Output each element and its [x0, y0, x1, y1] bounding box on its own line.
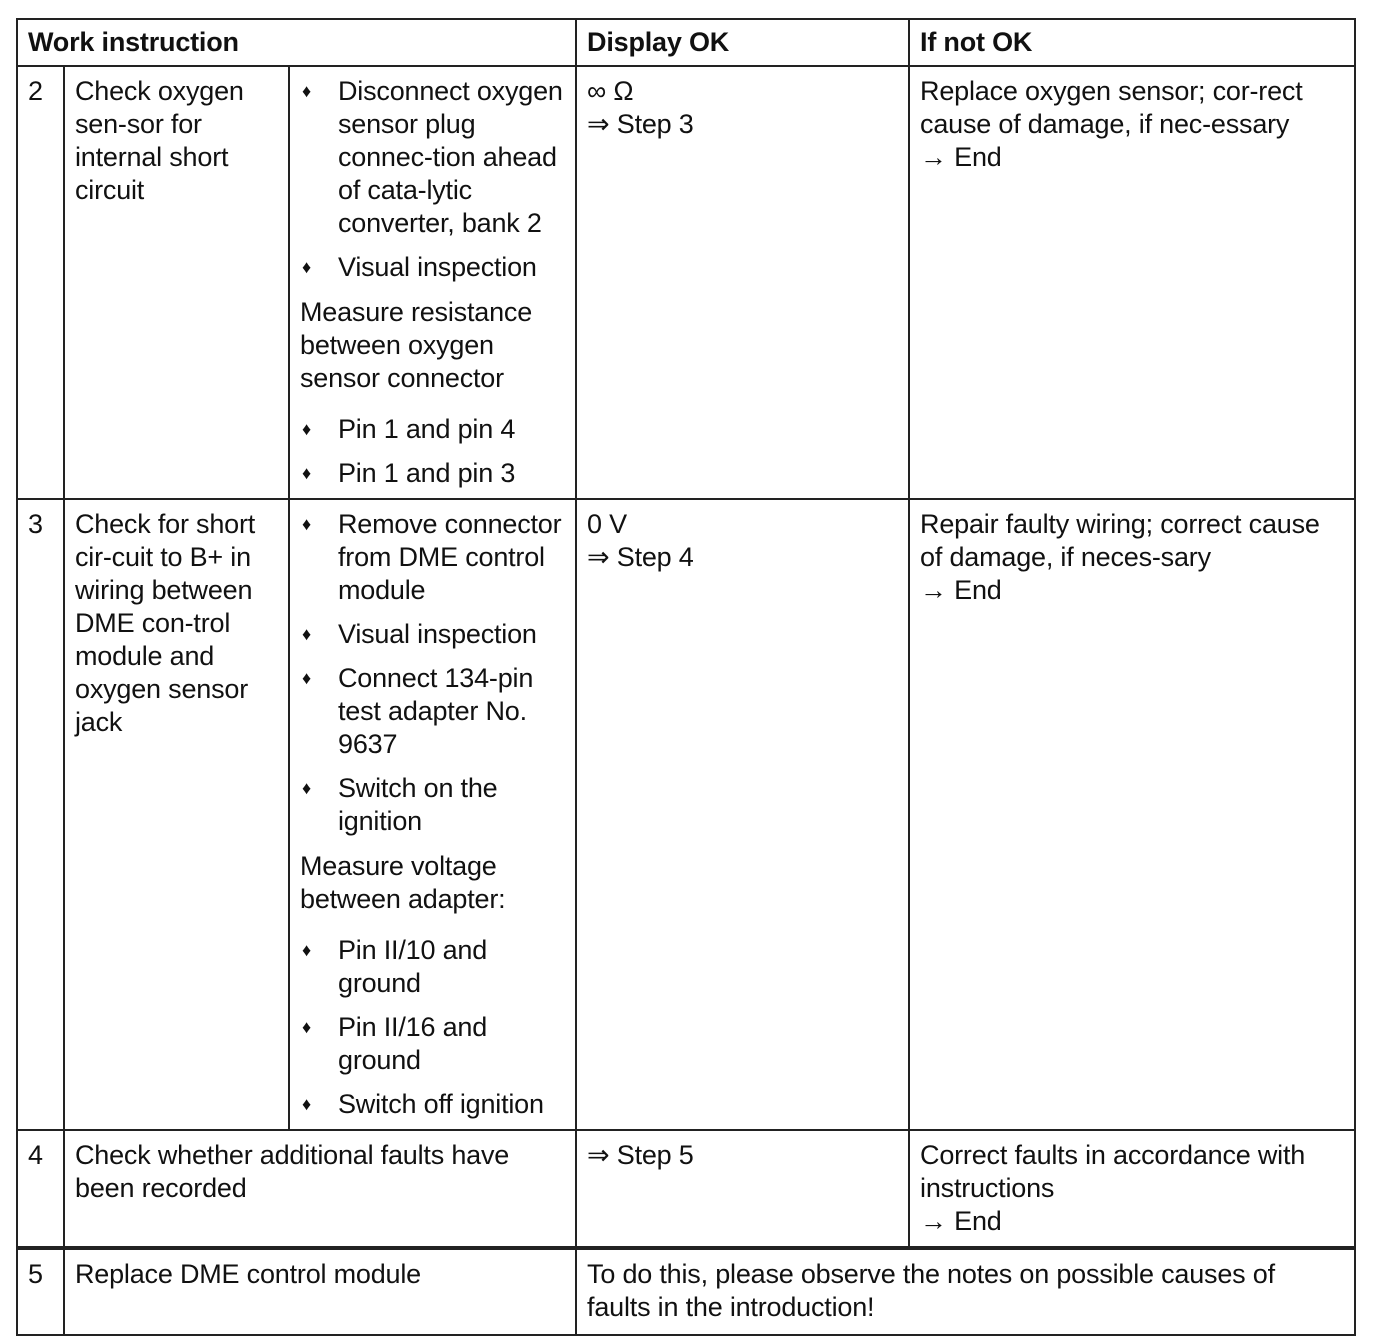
list-item: ♦ Connect 134-pin test adapter No. 9637: [302, 663, 534, 759]
list-item: ♦ Pin II/16 and ground: [302, 1012, 488, 1075]
measure-list: [300, 934, 565, 1121]
bullet-icon: ♦: [302, 419, 311, 439]
bullet-icon: ♦: [302, 778, 311, 798]
table-row: [17, 1248, 1355, 1335]
step-number: 4: [17, 1130, 64, 1248]
header-work-instruction: Work instruction: [17, 19, 576, 66]
display-ok-cell: [576, 66, 909, 499]
work-instruction-table: [16, 18, 1356, 1336]
list-item: ♦ Switch on the ignition: [302, 773, 498, 836]
display-next-step: ⇒ Step 4: [587, 542, 694, 572]
measure-list: [300, 413, 565, 490]
bullet-icon: ♦: [302, 624, 311, 644]
not-ok-next: → End: [920, 1206, 1002, 1236]
step-number: 5: [17, 1248, 64, 1335]
display-next-step: ⇒ Step 3: [587, 109, 694, 139]
not-ok-cell: [909, 499, 1355, 1130]
bullet-icon: ♦: [302, 940, 311, 960]
table-header-row: [17, 19, 1355, 66]
bullet-icon: ♦: [302, 1017, 311, 1037]
procedure-list: [300, 75, 565, 284]
display-value: 0 V: [587, 509, 627, 539]
not-ok-action: Repair faulty wiring; correct cause of damage, if neces-sary: [920, 509, 1320, 572]
note-cell: To do this, please observe the notes on possible causes of faults in the introduction!: [576, 1248, 1355, 1335]
check-description: Check for short cir-cuit to B+ in wiring between DME con-trol module and oxygen sensor jack: [64, 499, 289, 1130]
table-row: [17, 1130, 1355, 1248]
bullet-icon: ♦: [302, 514, 311, 534]
not-ok-action: Correct faults in accordance with instructions: [920, 1140, 1306, 1203]
measure-instruction: Measure resistance between oxygen sensor connector: [300, 297, 533, 393]
display-next-step: ⇒ Step 5: [587, 1140, 694, 1170]
check-description: Replace DME control module: [64, 1248, 576, 1335]
not-ok-next: → End: [920, 575, 1002, 605]
check-description: Check oxygen sen-sor for internal short circuit: [64, 66, 289, 499]
not-ok-cell: [909, 66, 1355, 499]
bullet-icon: ♦: [302, 463, 311, 483]
bullet-icon: ♦: [302, 1094, 311, 1114]
list-item: ♦ Remove connector from DME control module: [302, 509, 562, 605]
list-item: ♦ Pin 1 and pin 4: [302, 414, 516, 444]
step-number: 2: [17, 66, 64, 499]
list-item: ♦ Pin 1 and pin 3: [302, 458, 516, 488]
not-ok-next: → End: [920, 142, 1002, 172]
bullet-icon: ♦: [302, 81, 311, 101]
measure-instruction: Measure voltage between adapter:: [300, 851, 506, 914]
list-item: ♦ Visual inspection: [302, 252, 537, 282]
display-ok-cell: [576, 499, 909, 1130]
not-ok-action: Replace oxygen sensor; cor-rect cause of damage, if nec-essary: [920, 76, 1303, 139]
procedure-list: [300, 508, 565, 838]
list-item: ♦ Disconnect oxygen sensor plug connec-tion ahead of cata-lytic converter, bank 2: [302, 76, 563, 238]
bullet-icon: ♦: [302, 257, 311, 277]
list-item: ♦ Switch off ignition: [302, 1089, 544, 1119]
list-item: ♦ Visual inspection: [302, 619, 537, 649]
not-ok-cell: [909, 1130, 1355, 1248]
bullet-icon: ♦: [302, 668, 311, 688]
header-if-not-ok: If not OK: [909, 19, 1355, 66]
table-row: [17, 499, 1355, 1130]
list-item: ♦ Pin II/10 and ground: [302, 935, 488, 998]
display-value: ∞ Ω: [587, 76, 634, 106]
step-number: 3: [17, 499, 64, 1130]
header-display-ok: Display OK: [576, 19, 909, 66]
procedure-cell: [289, 499, 576, 1130]
display-ok-cell: [576, 1130, 909, 1248]
table-row: [17, 66, 1355, 499]
procedure-cell: [289, 66, 576, 499]
check-description: Check whether additional faults have been recorded: [64, 1130, 576, 1248]
